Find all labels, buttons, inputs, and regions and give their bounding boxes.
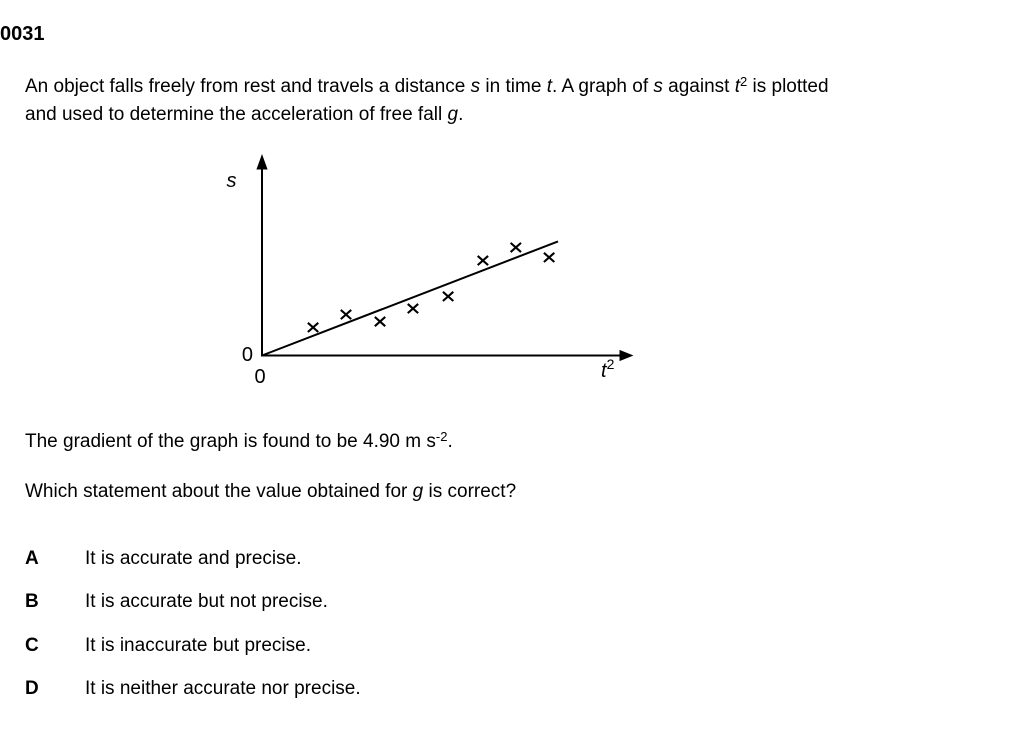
option-letter: B xyxy=(25,591,39,612)
data-point-marker xyxy=(478,256,488,265)
text-segment: is correct? xyxy=(423,481,517,502)
text-segment: . A graph of xyxy=(551,76,654,97)
data-point-marker xyxy=(511,243,521,252)
option-letter: C xyxy=(25,635,39,656)
graph-figure xyxy=(210,145,650,390)
gradient-statement xyxy=(25,431,453,454)
data-point-marker xyxy=(443,292,453,301)
text-segment: against xyxy=(662,76,735,97)
text-segment: is plotted xyxy=(747,76,829,97)
option-letter: A xyxy=(25,548,39,569)
intro-line-2 xyxy=(25,101,1000,128)
option-text: It is neither accurate nor precise. xyxy=(85,678,361,699)
data-point-marker xyxy=(308,323,318,332)
plot-data-layer xyxy=(262,241,558,355)
text-segment: The gradient of the graph is found to be 4.90 m s xyxy=(25,431,436,452)
x-axis-arrowhead xyxy=(620,350,634,361)
intro-line-1 xyxy=(25,73,1000,101)
text-segment: in time xyxy=(480,76,547,97)
y-axis-arrowhead xyxy=(256,154,267,170)
data-point-marker xyxy=(341,310,351,319)
option-letter: D xyxy=(25,678,39,699)
option-row-d xyxy=(25,678,361,700)
option-row-c xyxy=(25,635,311,657)
text-segment: t xyxy=(546,76,552,97)
option-row-a xyxy=(25,548,302,570)
text-segment: s xyxy=(653,76,663,97)
data-point-marker xyxy=(375,317,385,326)
text-segment: -2 xyxy=(435,429,448,444)
text-segment: . xyxy=(447,431,453,452)
text-segment: t xyxy=(734,76,740,97)
text-segment: . xyxy=(458,104,464,125)
text-segment: 2 xyxy=(740,74,748,89)
y-axis-label: s xyxy=(226,170,237,192)
y-origin-label: 0 xyxy=(241,344,253,366)
s-vs-t-squared-graph xyxy=(210,145,650,390)
text-segment: s xyxy=(470,76,481,97)
text-segment: and used to determine the acceleration of free fall xyxy=(25,104,448,125)
option-text: It is inaccurate but precise. xyxy=(85,635,311,656)
data-point-marker xyxy=(544,253,554,262)
option-text: It is accurate but not precise. xyxy=(85,591,328,612)
question-statement xyxy=(25,481,516,503)
text-segment: An object falls freely from rest and travels a distance xyxy=(25,76,471,97)
text-segment: g xyxy=(447,104,459,125)
option-text: It is accurate and precise. xyxy=(85,548,302,569)
data-point-marker xyxy=(408,304,418,313)
text-segment: Which statement about the value obtained for xyxy=(25,481,413,502)
question-intro xyxy=(25,73,1000,128)
option-row-b xyxy=(25,591,328,613)
best-fit-line xyxy=(262,241,558,355)
question-number: 0031 xyxy=(0,23,45,45)
x-origin-label: 0 xyxy=(254,366,266,388)
x-axis-label: $t^2$ xyxy=(601,356,615,382)
text-segment: g xyxy=(412,481,424,502)
